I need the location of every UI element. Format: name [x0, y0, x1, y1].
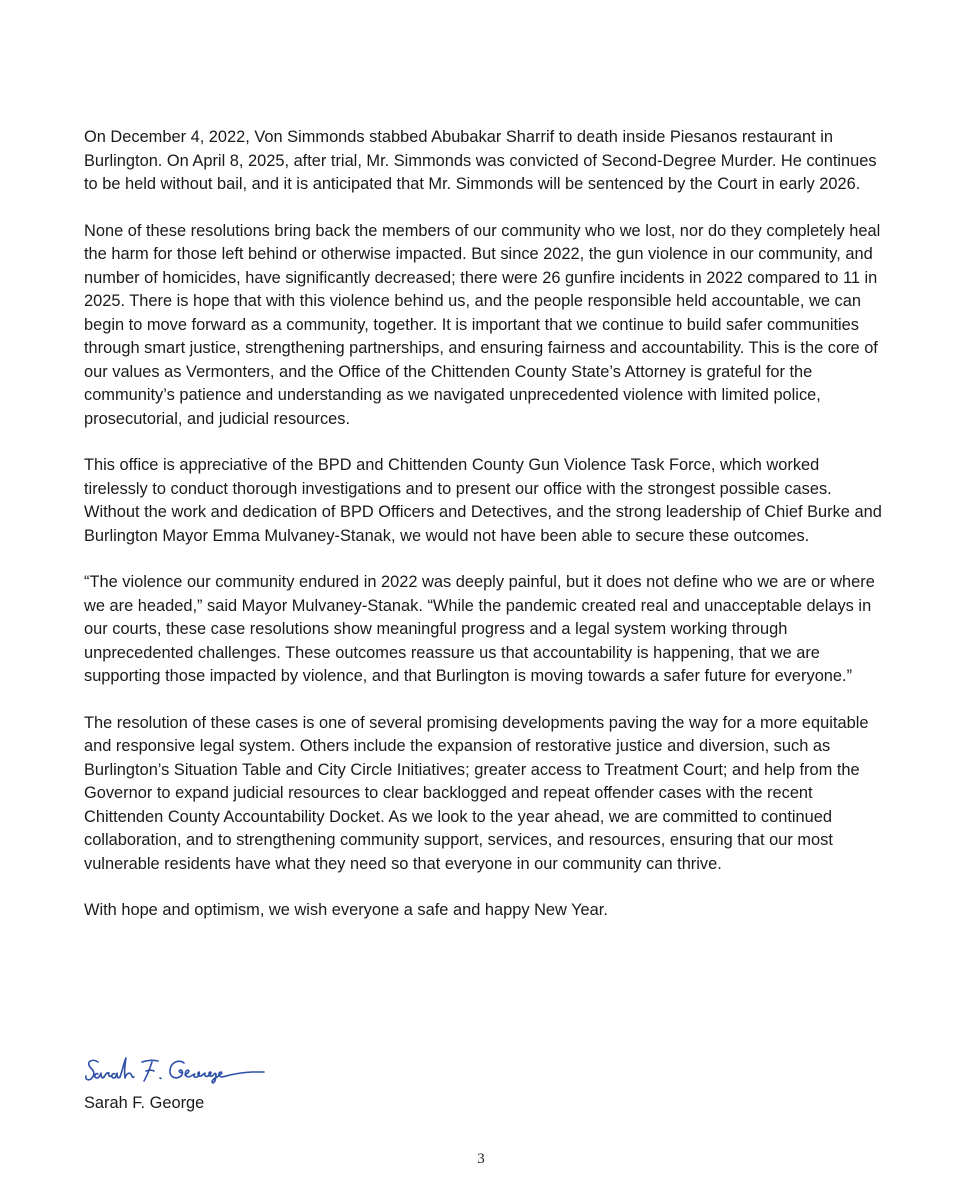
handwritten-signature	[84, 1050, 384, 1090]
letter-body	[84, 126, 884, 946]
page-number: 3	[477, 1151, 485, 1167]
paragraph-simmonds-case: On December 4, 2022, Von Simmonds stabbed Abubakar Sharrif to death inside Piesanos restaurant in Burlington. On April 8, 2025, after trial, Mr. Simmonds was convicted of Second-Degree Murder. He continues to be held without bail, and it is anticipated that Mr. Simmonds will be sentenced by the Court in early 2026.	[84, 128, 877, 193]
signature-icon	[84, 1050, 324, 1090]
paragraph-community-impact: None of these resolutions bring back the members of our community who we lost, nor do they completely heal the harm for those left behind or otherwise impacted. But since 2022, the gun violence in our community, and number of homicides, have significantly decreased; there were 26 gunfire incidents in 2022 compared to 11 in 2025. There is hope that with this violence behind us, and the people responsible held accountable, we can begin to move forward as a community, together. It is important that we continue to build safer communities through smart justice, strengthening partnerships, and ensuring fairness and accountability. This is the core of our values as Vermonters, and the Office of the Chittenden County State’s Attorney is grateful for the community’s patience and understanding as we navigated unprecedented violence with limited police, prosecutorial, and judicial resources.	[84, 221, 881, 428]
signer-name: Sarah F. George	[84, 1094, 205, 1112]
paragraph-closing: With hope and optimism, we wish everyone a safe and happy New Year.	[84, 901, 608, 919]
paragraph-mayor-quote: “The violence our community endured in 2022 was deeply painful, but it does not define who we are or where we are headed,” said Mayor Mulvaney-Stanak. “While the pandemic created real and unacceptable delays in our courts, these case resolutions show meaningful progress and a legal system working through unprecedented challenges. These outcomes reassure us that accountability is happening, that we are supporting those impacted by violence, and that Burlington is moving towards a safer future for everyone.”	[84, 573, 875, 685]
paragraph-appreciation: This office is appreciative of the BPD and Chittenden County Gun Violence Task Force, which worked tirelessly to conduct thorough investigations and to present our office with the strongest possible cases. Without the work and dedication of BPD Officers and Detectives, and the strong leadership of Chief Burke and Burlington Mayor Emma Mulvaney-Stanak, we would not have been able to secure these outcomes.	[84, 456, 882, 545]
paragraph-developments: The resolution of these cases is one of several promising developments paving the way for a more equitable and responsive legal system. Others include the expansion of restorative justice and diversion, such as Burlington’s Situation Table and City Circle Initiatives; greater access to Treatment Court; and help from the Governor to expand judicial resources to clear backlogged and repeat offender cases with the recent Chittenden County Accountability Docket. As we look to the year ahead, we are committed to continued collaboration, and to strengthening community support, services, and resources, ensuring that our most vulnerable residents have what they need so that everyone in our community can thrive.	[84, 713, 869, 873]
